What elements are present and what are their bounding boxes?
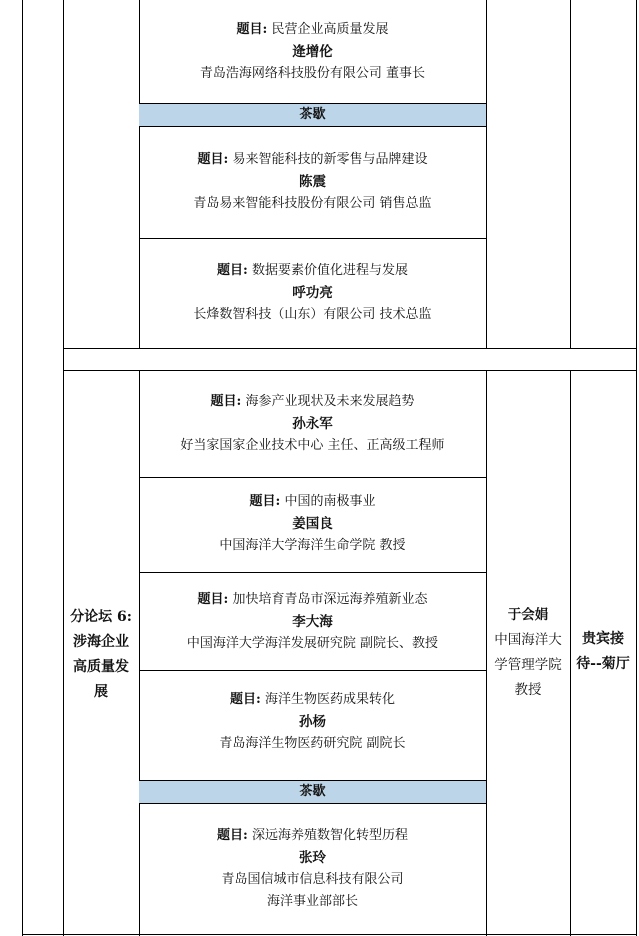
speaker-affiliation: 青岛易来智能科技股份有限公司 销售总监 xyxy=(193,196,432,211)
talk-topic: 题目: 深远海养殖数智化转型历程 xyxy=(217,828,408,843)
table-border-bottom xyxy=(22,934,637,935)
row-divider xyxy=(139,670,486,671)
talk-entry xyxy=(139,491,486,557)
speaker-affiliation-line2: 海洋事业部部长 xyxy=(266,894,358,909)
speaker-name: 李大海 xyxy=(292,614,333,630)
talk-entry xyxy=(139,689,486,755)
talk-entry xyxy=(139,149,486,215)
row-divider xyxy=(139,238,486,239)
talk-topic: 题目: 民营企业高质量发展 xyxy=(236,22,389,37)
talk-entry xyxy=(139,825,486,913)
speaker-name: 呼功亮 xyxy=(292,285,333,301)
row-divider xyxy=(63,348,637,349)
talk-entry xyxy=(139,589,486,655)
talk-topic: 题目: 海洋生物医药成果转化 xyxy=(230,692,395,707)
talk-topic: 题目: 中国的南极事业 xyxy=(249,494,376,509)
talk-entry xyxy=(139,19,486,85)
speaker-name: 姜国良 xyxy=(292,516,333,532)
talk-entry xyxy=(139,391,486,457)
table-col-divider xyxy=(570,0,571,348)
speaker-affiliation: 青岛国信城市信息科技有限公司 xyxy=(221,872,404,887)
tea-break-band: 茶歇 xyxy=(139,781,486,803)
speaker-name: 逄增伦 xyxy=(292,44,333,60)
table-border-right xyxy=(636,0,637,936)
talk-topic: 题目: 易来智能科技的新零售与品牌建设 xyxy=(197,152,428,167)
talk-entry xyxy=(139,260,486,326)
talk-topic: 题目: 数据要素价值化进程与发展 xyxy=(217,263,408,278)
host-name: 于会娟 xyxy=(507,607,549,623)
row-divider xyxy=(139,477,486,478)
row-divider xyxy=(139,572,486,573)
forum-host: 于会娟 中国海洋大 学管理学院 教授 xyxy=(486,603,570,703)
table-border-left xyxy=(22,0,23,936)
forum-venue: 贵宾接 待--菊厅 xyxy=(576,631,630,672)
tea-break-band: 茶歇 xyxy=(139,104,486,126)
speaker-name: 孙永军 xyxy=(292,416,333,432)
speaker-affiliation: 好当家国家企业技术中心 主任、正高级工程师 xyxy=(180,438,445,453)
talk-topic: 题目: 加快培育青岛市深远海养殖新业态 xyxy=(197,592,428,607)
talk-topic: 题目: 海参产业现状及未来发展趋势 xyxy=(210,394,415,409)
speaker-affiliation: 中国海洋大学海洋生命学院 教授 xyxy=(219,538,406,553)
speaker-affiliation: 长烽数智科技（山东）有限公司 技术总监 xyxy=(193,307,432,322)
forum-name: 分论坛 6: 涉海企业 高质量发 展 xyxy=(70,609,132,700)
table-col-divider xyxy=(486,0,487,348)
row-divider xyxy=(139,803,486,804)
speaker-name: 陈震 xyxy=(299,174,326,190)
row-divider xyxy=(63,370,637,371)
speaker-name: 孙杨 xyxy=(299,714,326,730)
speaker-affiliation: 中国海洋大学海洋发展研究院 副院长、教授 xyxy=(186,636,439,651)
speaker-affiliation: 青岛浩海网络科技股份有限公司 董事长 xyxy=(199,66,426,81)
speaker-name: 张玲 xyxy=(299,850,326,866)
speaker-affiliation: 青岛海洋生物医药研究院 副院长 xyxy=(219,736,406,751)
row-divider xyxy=(139,126,486,127)
table-col-divider xyxy=(63,0,64,936)
